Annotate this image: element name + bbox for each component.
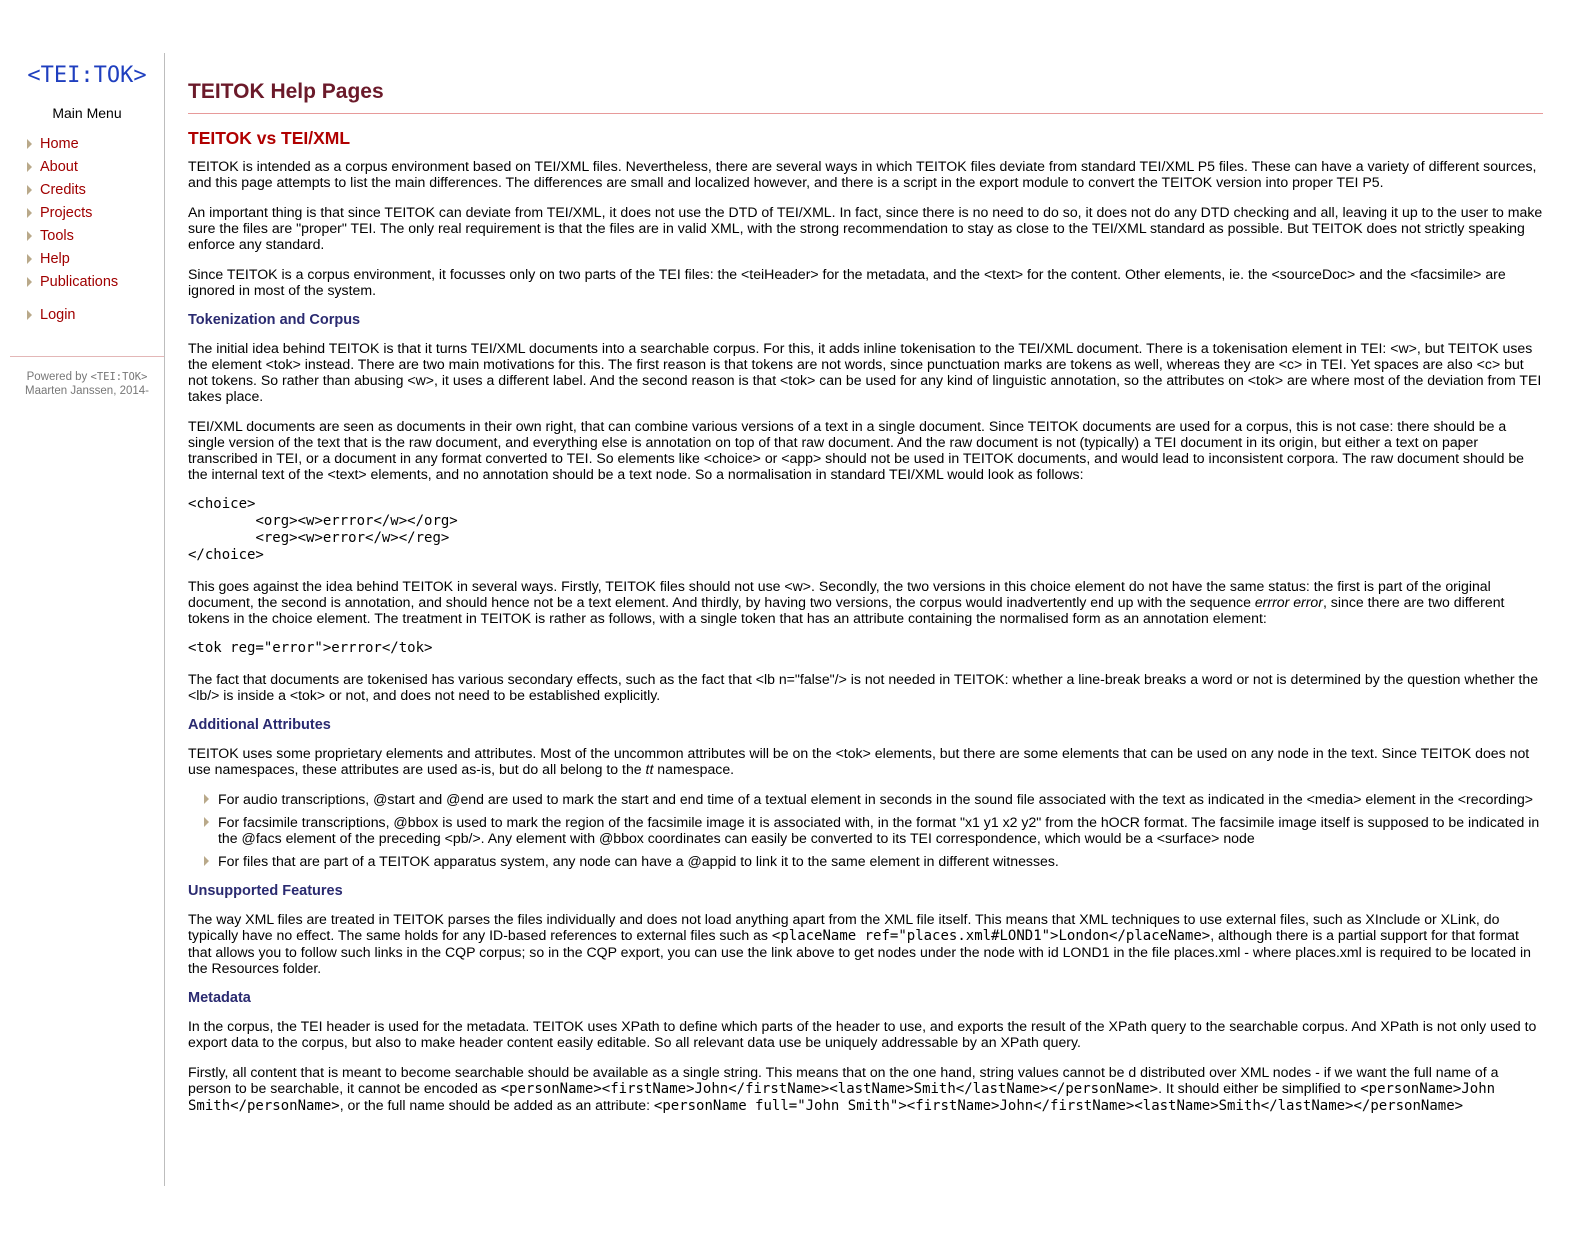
metadata-paragraph-1: In the corpus, the TEI header is used for the metadata. TEITOK uses XPath to define which parts of the header to use, and exports the result of the XPath query to the searchable corpus. And XPath is not only used to export data to the corpus, but also to make header content easily editable. So all relevant data use be uniquely addressable by an XPath query.	[188, 1018, 1537, 1050]
inline-code: <personName>John Smith</personName>	[188, 1081, 1496, 1114]
code-block-tok: <tok reg="error">errror</tok>	[188, 640, 433, 656]
unsupported-paragraph	[188, 911, 1543, 976]
list-item	[218, 791, 1543, 807]
text-span: , or the full name should be added as an attribute:	[339, 1097, 654, 1113]
main-menu	[10, 135, 164, 329]
list-item-text: For audio transcriptions, @start and @end are used to mark the start and end time of a textual element in seconds in the sound file associated with the text as indicated in the <media> element in the <recording>	[218, 791, 1534, 807]
triangle-right-icon	[27, 310, 32, 320]
text-span: Firstly, all content that is meant to become searchable should be available as a single string. This means that on the one hand, string values cannot be d distributed over XML nodes - if we want the full name of a person to be searchable, it cannot be encoded as	[188, 1064, 1499, 1096]
sidebar	[10, 53, 165, 1186]
inline-code: <personName full="John Smith"><firstName>John</firstName><lastName>Smith</lastName></personName>	[653, 1098, 1464, 1114]
triangle-right-icon	[27, 162, 32, 172]
triangle-right-icon	[27, 277, 32, 287]
menu-link-help[interactable]: Help	[40, 251, 70, 267]
menu-link-about[interactable]: About	[40, 159, 78, 175]
attributes-list	[188, 791, 1543, 869]
tokenization-paragraph-1: The initial idea behind TEITOK is that it turns TEI/XML documents into a searchable corpus. For this, it adds inline tokenisation to the TEI/XML document. There is a tokenisation element in TEI: <w>, but TEITOK uses the element <tok> instead. There are two main motivations for this. The first reason is that tokens are not words, since punctuation marks are tokens as well, whereas they are <c> in TEI. Yet spaces are also <c> but not tokens. So rather than abusing <w>, it uses a different label. And the second reason is that <tok> can be used for any kind of linguistic annotation, so the attributes on <tok> are where most of the deviation from TEI takes place.	[188, 340, 1542, 404]
menu-item-home[interactable]	[10, 135, 164, 158]
text-span: TEITOK uses some proprietary elements and attributes. Most of the uncommon attributes will be on the <tok> elements, but there are some elements that can be used on any node in the text. Since TEITOK does not use namespaces, these attributes are used as-is, but do all belong to the	[188, 745, 1530, 777]
powered-by	[10, 370, 164, 398]
powered-by-prefix: Powered by	[26, 371, 91, 383]
triangle-right-icon	[27, 231, 32, 241]
tokenization-paragraph-4: The fact that documents are tokenised has various secondary effects, such as the fact that <lb n="false"/> is not needed in TEITOK: whether a line-break breaks a word or not is determined by the question whether the <lb/> is inside a <tok> or not, and does not need to be established explicitly.	[188, 671, 1539, 703]
menu-link-home[interactable]: Home	[40, 136, 79, 152]
triangle-right-icon	[204, 817, 209, 827]
text-span: . It should either be simplified to	[1158, 1080, 1361, 1096]
powered-by-author: Maarten Janssen, 2014-	[24, 385, 150, 397]
metadata-paragraph-2	[188, 1064, 1543, 1114]
text-span: , although there is a partial support for that format that allows you to follow such links in the CQP corpus; so in the CQP export, you can use the link above to get nodes under the node with id LOND1 in the file places.xml - where places.xml is required to be located in the Resources folder.	[188, 927, 1532, 976]
triangle-right-icon	[204, 856, 209, 866]
intro-paragraph-3: Since TEITOK is a corpus environment, it focusses only on two parts of the TEI files: the <teiHeader> for the metadata, and the <text> for the content. Other elements, ie. the <sourceDoc> and the <facsimile> are ignored in most of the system.	[188, 266, 1506, 298]
menu-item-publications[interactable]	[10, 273, 164, 296]
powered-by-tei-link[interactable]: <TEI:TOK>	[90, 371, 148, 383]
menu-item-about[interactable]	[10, 158, 164, 181]
menu-item-tools[interactable]	[10, 227, 164, 250]
menu-link-tools[interactable]: Tools	[40, 228, 74, 244]
site-logo[interactable]: <TEI:TOK>	[27, 63, 147, 88]
intro-paragraph-1: TEITOK is intended as a corpus environment based on TEI/XML files. Nevertheless, there are several ways in which TEITOK files deviate from standard TEI/XML P5 files. These can have a variety of different sources, and this page attempts to list the main differences. The differences are small and localized however, and there is a script in the export module to convert the TEITOK version into proper TEI P5.	[188, 158, 1537, 190]
menu-item-help[interactable]	[10, 250, 164, 273]
main-content	[188, 80, 1543, 1128]
inline-code: <placeName ref="places.xml#LOND1">London</placeName>	[771, 928, 1211, 944]
triangle-right-icon	[204, 794, 209, 804]
list-item-text: For files that are part of a TEITOK apparatus system, any node can have a @appid to link it to the same element in different witnesses.	[218, 853, 1059, 869]
heading-metadata: Metadata	[188, 990, 251, 1006]
attributes-paragraph	[188, 745, 1543, 777]
heading-unsupported-features: Unsupported Features	[188, 883, 343, 899]
text-span: namespace.	[653, 761, 735, 777]
text-span: This goes against the idea behind TEITOK in several ways. Firstly, TEITOK files should not use <w>. Secondly, the two versions in this choice element do not have the same status: the first is part of the original document, the second is annotation, and should hence not be a text element. And thirdly, by having two versions, the corpus would inadvertently end up with the sequence	[188, 578, 1491, 610]
list-item-text: For facsimile transcriptions, @bbox is used to mark the region of the facsimile image it is associated with, in the format "x1 y1 x2 y2" from the hOCR format. The facsimile image itself is supposed to be indicated in the @facs element of the preceding <pb/>. Any element with @bbox coordinates can easily be converted to its TEI correspondence, which would be a <surface> node	[218, 814, 1540, 846]
triangle-right-icon	[27, 139, 32, 149]
menu-link-projects[interactable]: Projects	[40, 205, 93, 221]
sidebar-divider	[10, 356, 164, 357]
menu-item-projects[interactable]	[10, 204, 164, 227]
menu-title: Main Menu	[52, 105, 122, 121]
heading-additional-attributes: Additional Attributes	[188, 717, 331, 733]
menu-item-credits[interactable]	[10, 181, 164, 204]
triangle-right-icon	[27, 254, 32, 264]
list-item	[218, 814, 1543, 846]
menu-link-login[interactable]: Login	[40, 307, 76, 323]
menu-link-credits[interactable]: Credits	[40, 182, 86, 198]
code-block-choice: <choice> <org><w>errror</w></org> <reg><w>error</w></reg> </choice>	[188, 496, 458, 563]
page-title: TEITOK Help Pages	[188, 80, 1543, 114]
emphasis: tt	[645, 761, 654, 777]
tokenization-paragraph-3	[188, 578, 1543, 626]
intro-paragraph-2: An important thing is that since TEITOK can deviate from TEI/XML, it does not use the DTD of TEI/XML. In fact, since there is no need to do so, it does not do any DTD checking and all, leaving it up to the user to make sure the files are "proper" TEI. The only real requirement is that the files are in valid XML, with the strong recommendation to stay as close to the TEI/XML standard as possible. But TEITOK does not strictly speaking enforce any standard.	[188, 204, 1543, 252]
triangle-right-icon	[27, 208, 32, 218]
list-item	[218, 853, 1543, 869]
text-span: The way XML files are treated in TEITOK parses the files individually and does not load anything apart from the XML file itself. This means that XML techniques to use external files, such as XInclude or XLink, do typically have no effect. The same holds for any ID-based references to external files such as	[188, 911, 1500, 943]
inline-code: <personName><firstName>John</firstName><lastName>Smith</lastName></personName>	[500, 1081, 1159, 1097]
menu-item-login[interactable]	[10, 306, 164, 329]
emphasis: errror error	[1254, 594, 1323, 610]
heading-tokenization: Tokenization and Corpus	[188, 312, 361, 328]
text-span: , since there are two different tokens in the choice element. The treatment in TEITOK is rather as follows, with a single token that has an attribute containing the normalised form as an annotation element:	[188, 594, 1505, 626]
triangle-right-icon	[27, 185, 32, 195]
section-title: TEITOK vs TEI/XML	[188, 128, 351, 148]
menu-link-publications[interactable]: Publications	[40, 274, 119, 290]
tokenization-paragraph-2: TEI/XML documents are seen as documents in their own right, that can combine various versions of a text in a single document. Since TEITOK documents are used for a corpus, this is not case: there should be a single version of the text that is the raw document, and everything else is annotation on top of that raw document. And the raw document is not (typically) a TEI document in its origin, but either a text on paper transcribed in TEI, or a document in any format converted to TEI. So elements like <choice> or <app> should not be used in TEITOK documents, and would lead to inconsistent corpora. The raw document should be the internal text of the <text> elements, and no annotation should be a text node. So a normalisation in standard TEI/XML would look as follows:	[188, 418, 1525, 482]
